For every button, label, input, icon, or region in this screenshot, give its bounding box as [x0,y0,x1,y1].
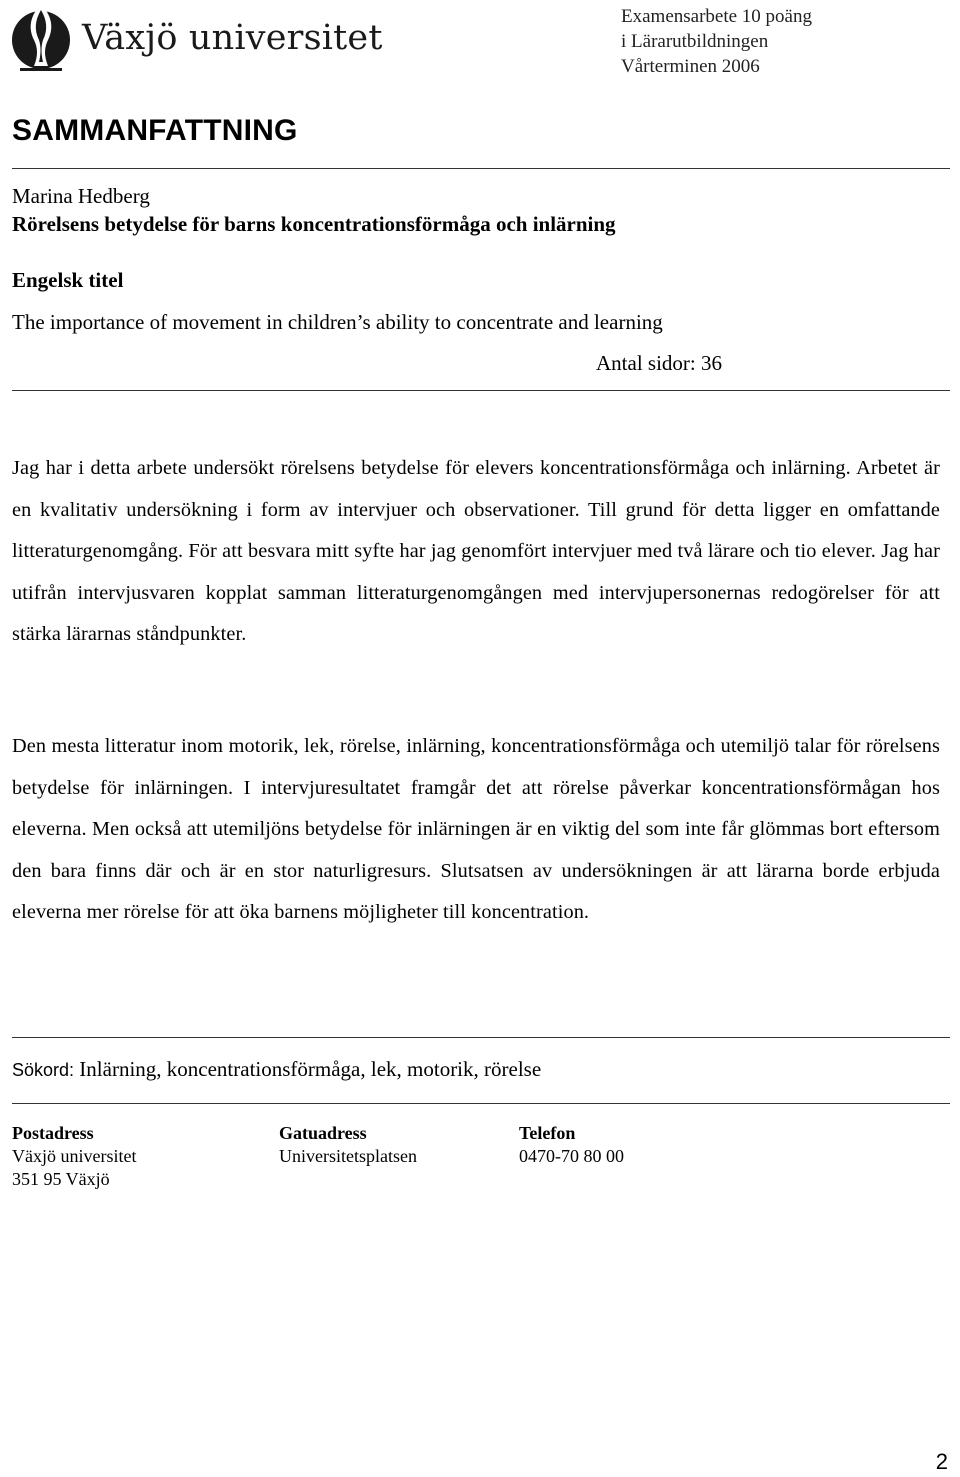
page-count: Antal sidor: 36 [596,351,722,375]
author-name: Marina Hedberg [12,184,150,208]
keywords-value: Inlärning, koncentrationsförmåga, lek, motorik, rörelse [79,1057,542,1081]
header-info-line: Vårterminen 2006 [621,56,760,77]
divider [12,168,950,169]
divider [12,1103,950,1104]
header-info [621,4,812,79]
street-address [279,1122,417,1168]
english-title-label: Engelsk titel [12,268,124,292]
phone-heading: Telefon [519,1123,576,1143]
postal-address-line: 351 95 Växjö [12,1169,110,1189]
page-number: 2 [935,1449,948,1474]
postal-address-line: Växjö universitet [12,1146,137,1166]
keywords [12,1057,541,1082]
header-info-line: i Lärarutbildningen [621,31,769,52]
phone-number: 0470-70 80 00 [519,1146,624,1166]
street-address-line: Universitetsplatsen [279,1146,417,1166]
university-emblem-icon [10,0,72,76]
abstract-paragraph: Den mesta litteratur inom motorik, lek, rörelse, inlärning, koncentrationsförmåga och utemiljö talar för rörelsens betydelse för inlärningen. I intervjuresultatet framgår det att rörelse påverkar koncentrationsförmågan hos eleverna. Men också att utemiljöns betydelse för inlärningen är en viktig del som inte får glömmas bort eftersom den bara finns där och är en stor naturligresurs. Slutsatsen av undersökningen är att lärarna borde erbjuda eleverna mer rörelse för att öka barnens möjligheter till koncentration. [12,735,940,923]
abstract-paragraph: Jag har i detta arbete undersökt rörelsens betydelse för elevers koncentrationsförmåga och inlärning. Arbetet är en kvalitativ undersökning i form av intervjuer och observationer. Till grund för detta ligger en omfattande litteraturgenomgång. För att besvara mitt syfte har jag genomfört intervjuer med två lärare och tio elever. Jag har utifrån intervjusvaren kopplat samman litteraturgenomgången med intervjupersonernas redogörelser för att stärka lärarnas ståndpunkter. [12,457,940,645]
page-title: SAMMANFATTNING [12,114,298,147]
english-title: The importance of movement in children’s ability to concentrate and learning [12,310,663,334]
divider [12,1037,950,1038]
thesis-title: Rörelsens betydelse för barns koncentrationsförmåga och inlärning [12,212,616,236]
postal-address [12,1122,136,1191]
keywords-label: Sökord: [12,1060,75,1080]
street-address-heading: Gatuadress [279,1123,367,1143]
header-info-line: Examensarbete 10 poäng [621,6,812,27]
university-name: Växjö universitet [82,18,383,58]
postal-address-heading: Postadress [12,1123,94,1143]
university-logo [10,0,400,78]
divider [12,390,950,391]
phone [519,1122,624,1168]
